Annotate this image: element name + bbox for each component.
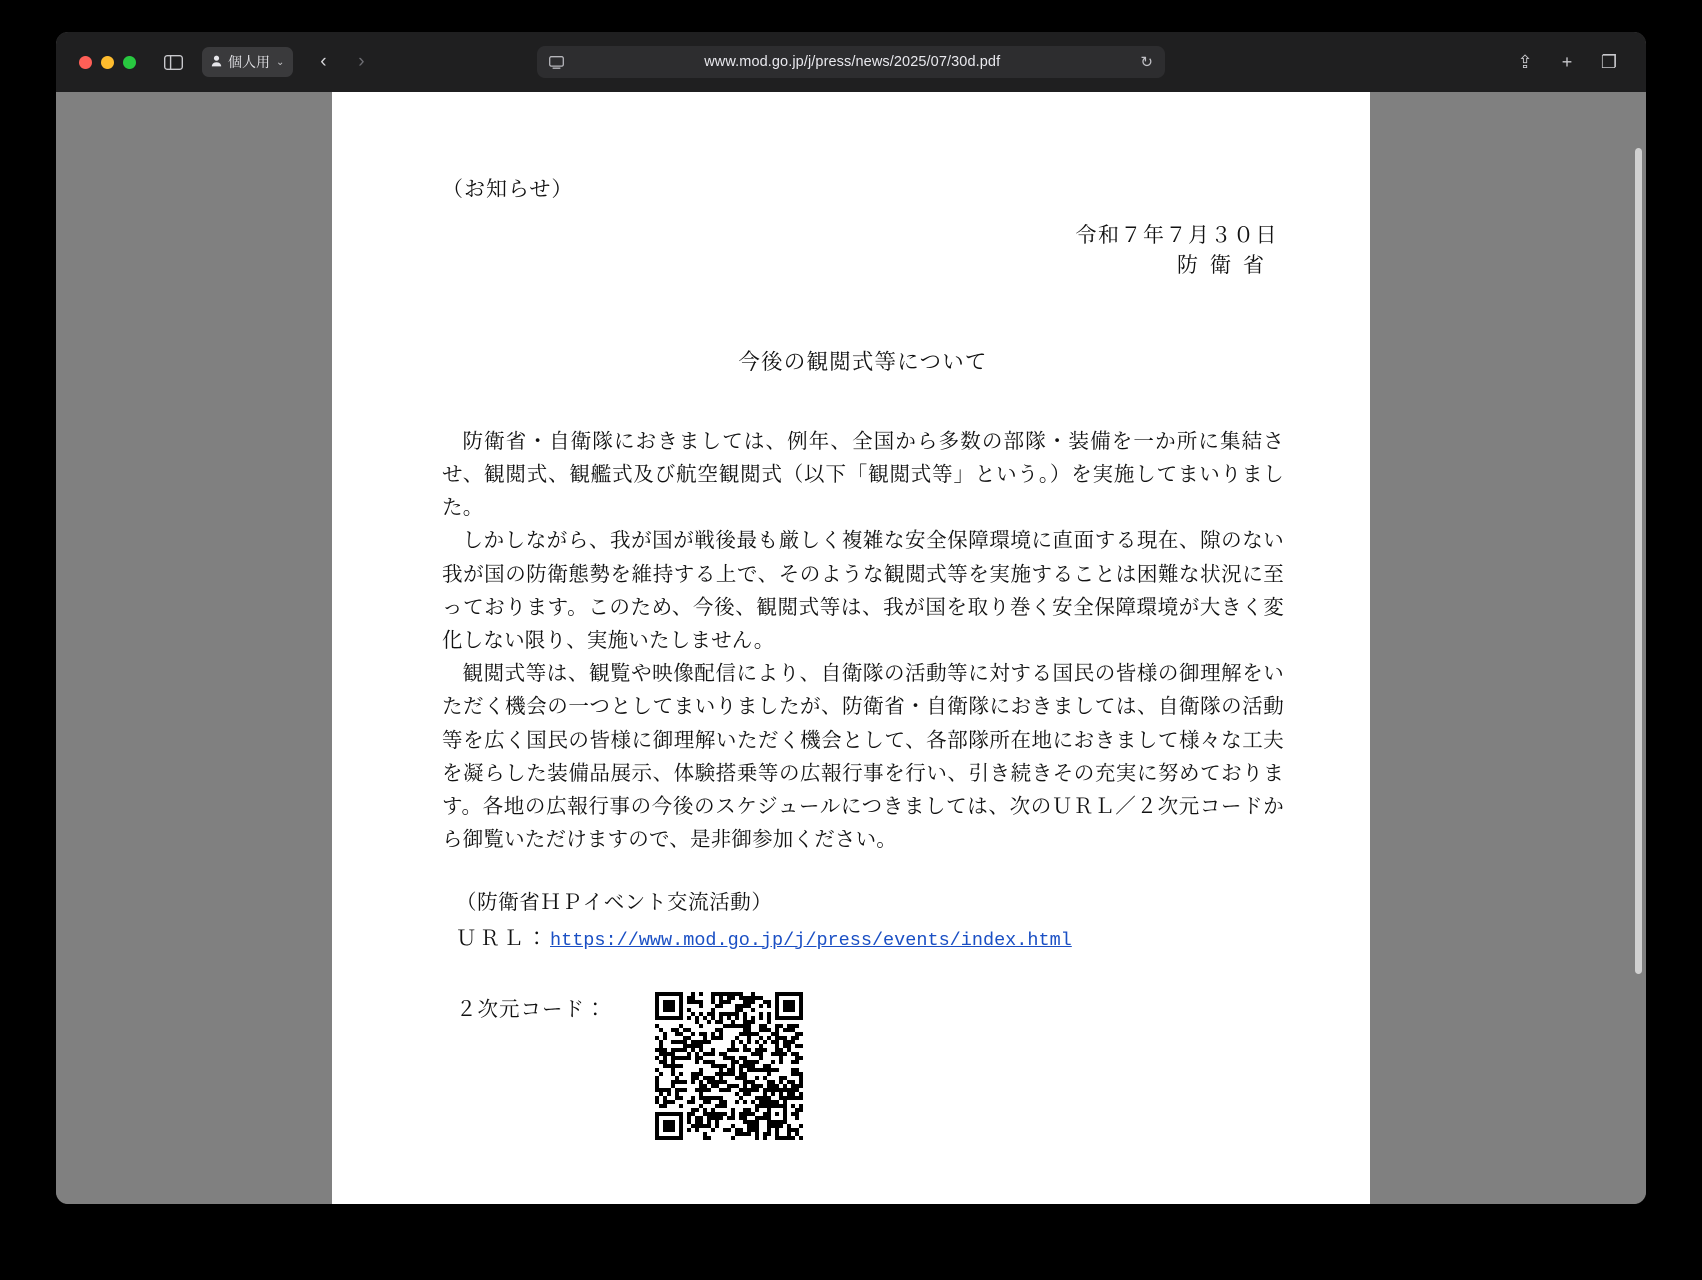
profile-button[interactable]: [202, 47, 293, 77]
paragraph-1: 防衛省・自衛隊におきましては、例年、全国から多数の部隊・装備を一か所に集結させ、観閲式、観艦式及び航空観閲式（以下「観閲式等」という。）を実施してまいりました。: [442, 430, 1284, 520]
share-icon[interactable]: ⇪: [1517, 51, 1533, 72]
paragraph-2: しかしながら、我が国が戦後最も厳しく複雑な安全保障環境に直面する現在、隙のない我が国の防衛態勢を維持する上で、そのような観閲式等を実施することは困難な状況に至っております。このため、今後、観閲式等は、我が国を取り巻く安全保障環境が大きく変化しない限り、実施いたしません。: [442, 530, 1284, 652]
issuing-ministry: 防衛省: [1177, 253, 1276, 278]
browser-toolbar: [56, 32, 1646, 92]
maximize-window-icon[interactable]: [123, 56, 136, 69]
url-text[interactable]: www.mod.go.jp/j/press/news/2025/07/30d.pdf: [704, 54, 1001, 70]
qr-label: ２次元コード：: [456, 998, 607, 1021]
url-section: [442, 887, 1284, 955]
sidebar-toggle-icon[interactable]: [156, 47, 190, 77]
address-bar[interactable]: [537, 46, 1165, 78]
url-line: [456, 923, 1284, 956]
pdf-viewer-area: [56, 92, 1646, 1204]
minimize-window-icon[interactable]: [101, 56, 114, 69]
vertical-scrollbar[interactable]: [1635, 148, 1642, 974]
reader-view-icon[interactable]: [549, 56, 564, 69]
forward-button[interactable]: ›: [358, 51, 365, 72]
paragraph-3: 観閲式等は、観覧や映像配信により、自衛隊の活動等に対する国民の皆様の御理解をいただく機会の一つとしてまいりましたが、防衛省・自衛隊におきましては、自衛隊の活動等を広く国民の皆様に御理解いただく機会として、各部隊所在地におきまして様々な工夫を凝らした装備品展示、体験搭乗等の広報行事を行い、引き続きその充実に努めております。各地の広報行事の今後のスケジュールにつきましては、次のＵＲＬ／２次元コードから御覧いただけますので、是非御参加ください。: [442, 663, 1284, 852]
window-controls[interactable]: [79, 56, 136, 69]
qr-section: [442, 992, 1284, 1140]
chevron-down-icon: ⌄: [276, 56, 285, 68]
close-window-icon[interactable]: [79, 56, 92, 69]
hp-label: （防衛省ＨＰイベント交流活動）: [456, 892, 773, 915]
events-url-link[interactable]: https://www.mod.go.jp/j/press/events/index.html: [550, 929, 1072, 951]
document-body: [332, 92, 1370, 1140]
notice-label: （お知らせ）: [442, 177, 574, 201]
show-tabs-icon[interactable]: ❐: [1600, 51, 1618, 72]
date-block: [442, 220, 1284, 281]
qr-code-image: [655, 992, 803, 1140]
toolbar-right-actions: [1512, 47, 1628, 77]
profile-label: 個人用: [228, 54, 270, 70]
reload-icon[interactable]: ↻: [1140, 54, 1153, 71]
document-date: 令和７年７月３０日: [1075, 223, 1278, 248]
person-icon: [211, 54, 222, 70]
url-label: ＵＲＬ：: [456, 927, 550, 950]
browser-window: [56, 32, 1646, 1204]
new-tab-icon[interactable]: +: [1561, 51, 1573, 72]
document-title: 今後の観閲式等について: [738, 349, 988, 374]
navigation-buttons: [307, 47, 377, 77]
back-button[interactable]: ‹: [320, 51, 327, 72]
pdf-page: [332, 92, 1370, 1204]
